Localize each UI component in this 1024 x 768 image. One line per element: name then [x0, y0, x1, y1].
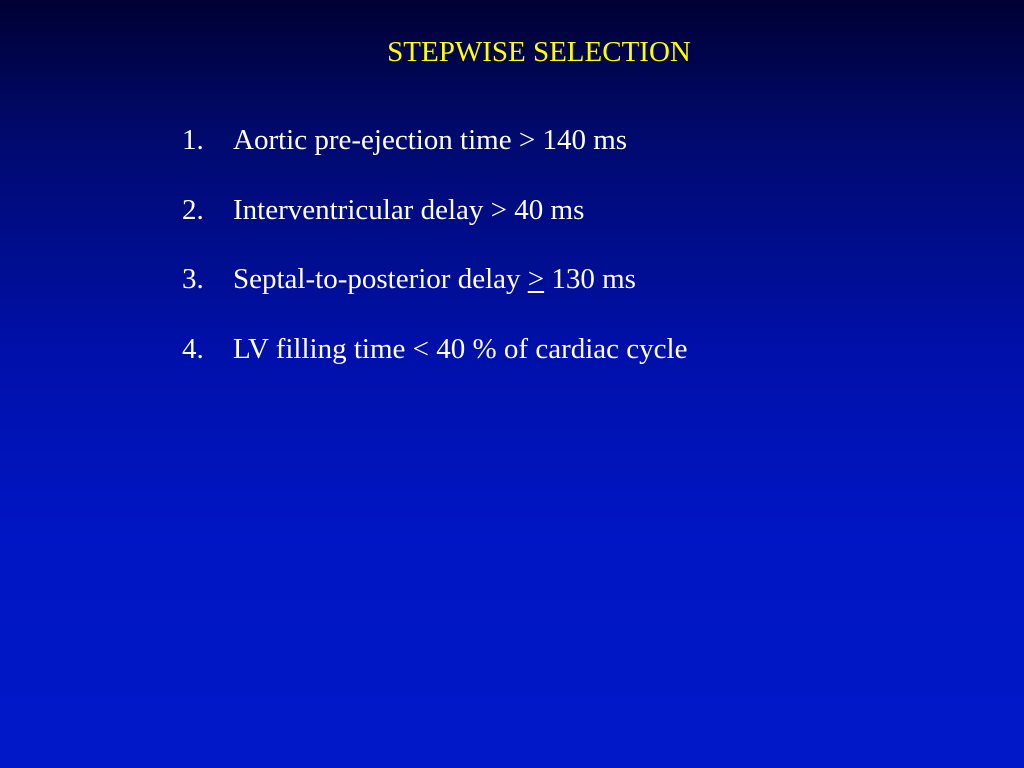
list-item-text	[233, 259, 636, 299]
list-item-text	[233, 329, 687, 369]
criterion-label: Interventricular delay	[233, 193, 491, 226]
list-item-number: 1.	[182, 124, 204, 156]
list-item-number: 4.	[182, 332, 204, 365]
criterion-threshold: 130 ms	[544, 263, 636, 295]
comparison-operator: <	[412, 332, 430, 365]
slide-title: STEPWISE SELECTION	[387, 36, 691, 68]
criterion-label: Septal-to-posterior delay	[233, 263, 528, 295]
criterion-threshold: 140 ms	[535, 124, 628, 156]
list-item-text	[233, 190, 584, 230]
criterion-threshold: 40 ms	[507, 193, 585, 226]
list-item-number: 3.	[182, 263, 204, 295]
comparison-operator-underlined: >	[527, 263, 545, 295]
criterion-threshold: 40 % of cardiac cycle	[429, 332, 688, 365]
criterion-label: Aortic pre-ejection time	[233, 124, 519, 156]
list-item-text	[233, 120, 627, 160]
comparison-operator: >	[490, 193, 508, 226]
criterion-label: LV filling time	[233, 332, 413, 365]
list-item-number: 2.	[182, 193, 204, 226]
comparison-operator: >	[518, 124, 536, 156]
